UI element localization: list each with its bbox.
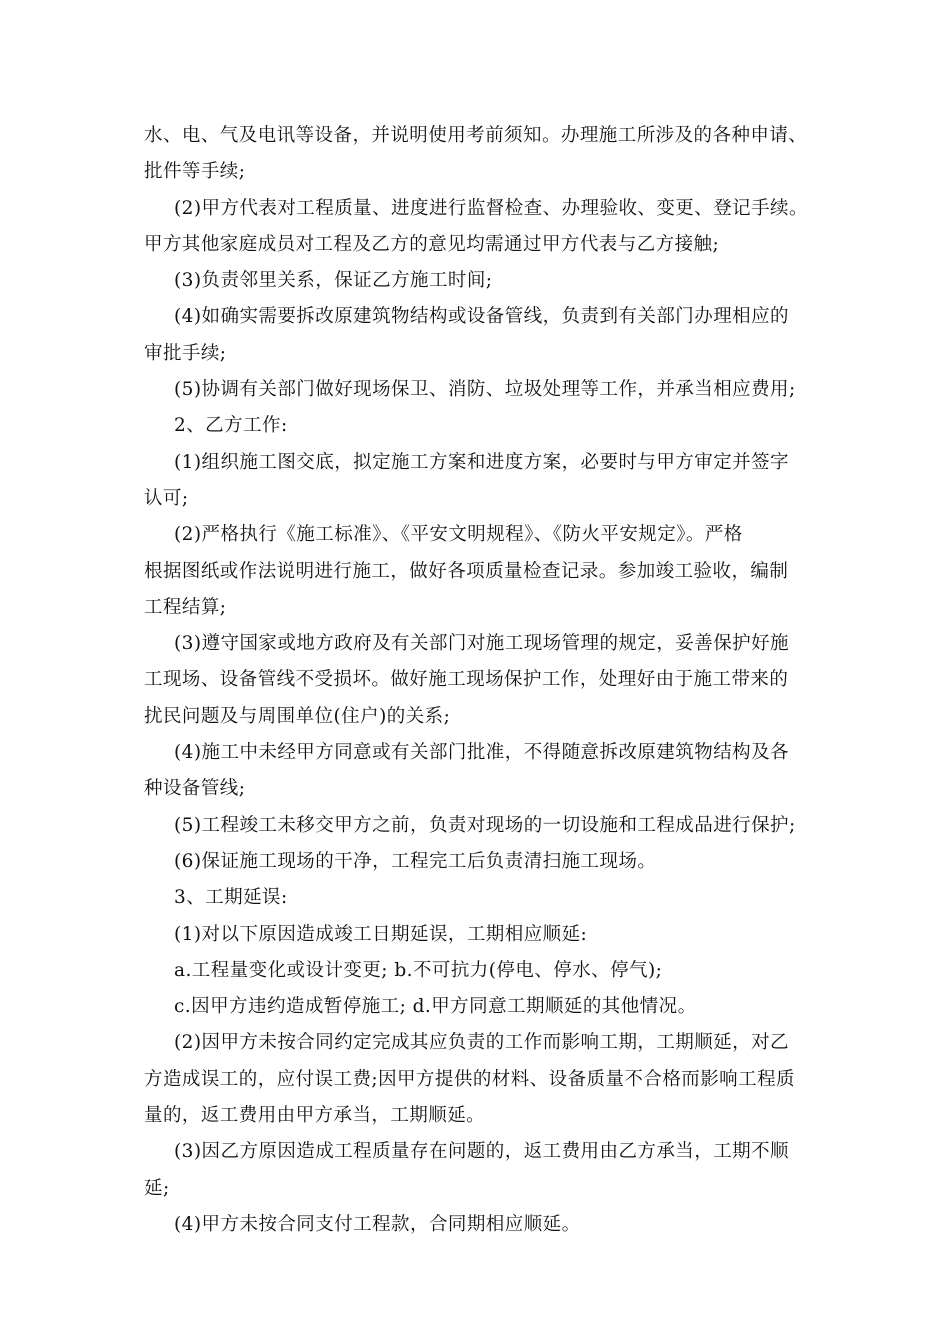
text-line: 审批手续; bbox=[144, 342, 227, 364]
document-body bbox=[144, 118, 809, 1243]
text-line: c.因甲方违约造成暂停施工; d.甲方同意工期顺延的其他情况。 bbox=[174, 996, 697, 1018]
text-line: a.工程量变化或设计变更; b.不可抗力(停电、停水、停气); bbox=[174, 959, 663, 981]
text-line: (6)保证施工现场的干净，工程完工后负责清扫施工现场。 bbox=[174, 850, 657, 872]
text-line: (3)因乙方原因造成工程质量存在问题的，返工费用由乙方承当，工期不顺 bbox=[174, 1141, 790, 1163]
text-line: (5)工程竣工未移交甲方之前，负责对现场的一切设施和工程成品进行保护; bbox=[174, 814, 796, 836]
text-line: (4)如确实需要拆改原建筑物结构或设备管线，负责到有关部门办理相应的 bbox=[174, 306, 790, 328]
text-line: 延; bbox=[144, 1177, 170, 1199]
text-line: (4)施工中未经甲方同意或有关部门批准，不得随意拆改原建筑物结构及各 bbox=[174, 742, 790, 764]
text-line: 甲方其他家庭成员对工程及乙方的意见均需通过甲方代表与乙方接触; bbox=[144, 233, 720, 255]
text-line: (2)甲方代表对工程质量、进度进行监督检查、办理验收、变更、登记手续。 bbox=[174, 197, 808, 219]
text-line: 根据图纸或作法说明进行施工，做好各项质量检查记录。参加竣工验收，编制 bbox=[144, 560, 789, 582]
text-line: (2)因甲方未按合同约定完成其应负责的工作而影响工期，工期顺延，对乙 bbox=[174, 1032, 790, 1054]
text-line: (3)负责邻里关系，保证乙方施工时间; bbox=[174, 270, 493, 292]
text-line: 工程结算; bbox=[144, 596, 227, 618]
text-line: 种设备管线; bbox=[144, 778, 246, 800]
text-line: 工现场、设备管线不受损坏。做好施工现场保护工作，处理好由于施工带来的 bbox=[144, 669, 789, 691]
text-line: (1)组织施工图交底，拟定施工方案和进度方案，必要时与甲方审定并签字 bbox=[174, 451, 790, 473]
text-line: (3)遵守国家或地方政府及有关部门对施工现场管理的规定，妥善保护好施 bbox=[174, 633, 790, 655]
text-line: 认可; bbox=[144, 487, 189, 509]
text-line: (5)协调有关部门做好现场保卫、消防、垃圾处理等工作，并承当相应费用; bbox=[174, 379, 796, 401]
text-line: (1)对以下原因造成竣工日期延误，工期相应顺延: bbox=[174, 923, 588, 945]
text-line: 方造成误工的，应付误工费;因甲方提供的材料、设备质量不合格而影响工程质 bbox=[144, 1068, 795, 1090]
text-line: 3、工期延误: bbox=[174, 887, 288, 909]
text-line: 水、电、气及电讯等设备，并说明使用考前须知。办理施工所涉及的各种申请、 bbox=[144, 125, 808, 146]
text-line: 2、乙方工作: bbox=[174, 415, 288, 437]
text-line: 批件等手续; bbox=[144, 161, 246, 183]
text-line: 扰民问题及与周围单位(住户)的关系; bbox=[144, 705, 451, 727]
text-line: (4)甲方未按合同支付工程款，合同期相应顺延。 bbox=[174, 1213, 581, 1235]
text-line: (2)严格执行《施工标准》、《平安文明规程》、《防火平安规定》。严格 bbox=[174, 524, 743, 546]
text-line: 量的，返工费用由甲方承当，工期顺延。 bbox=[144, 1105, 486, 1127]
